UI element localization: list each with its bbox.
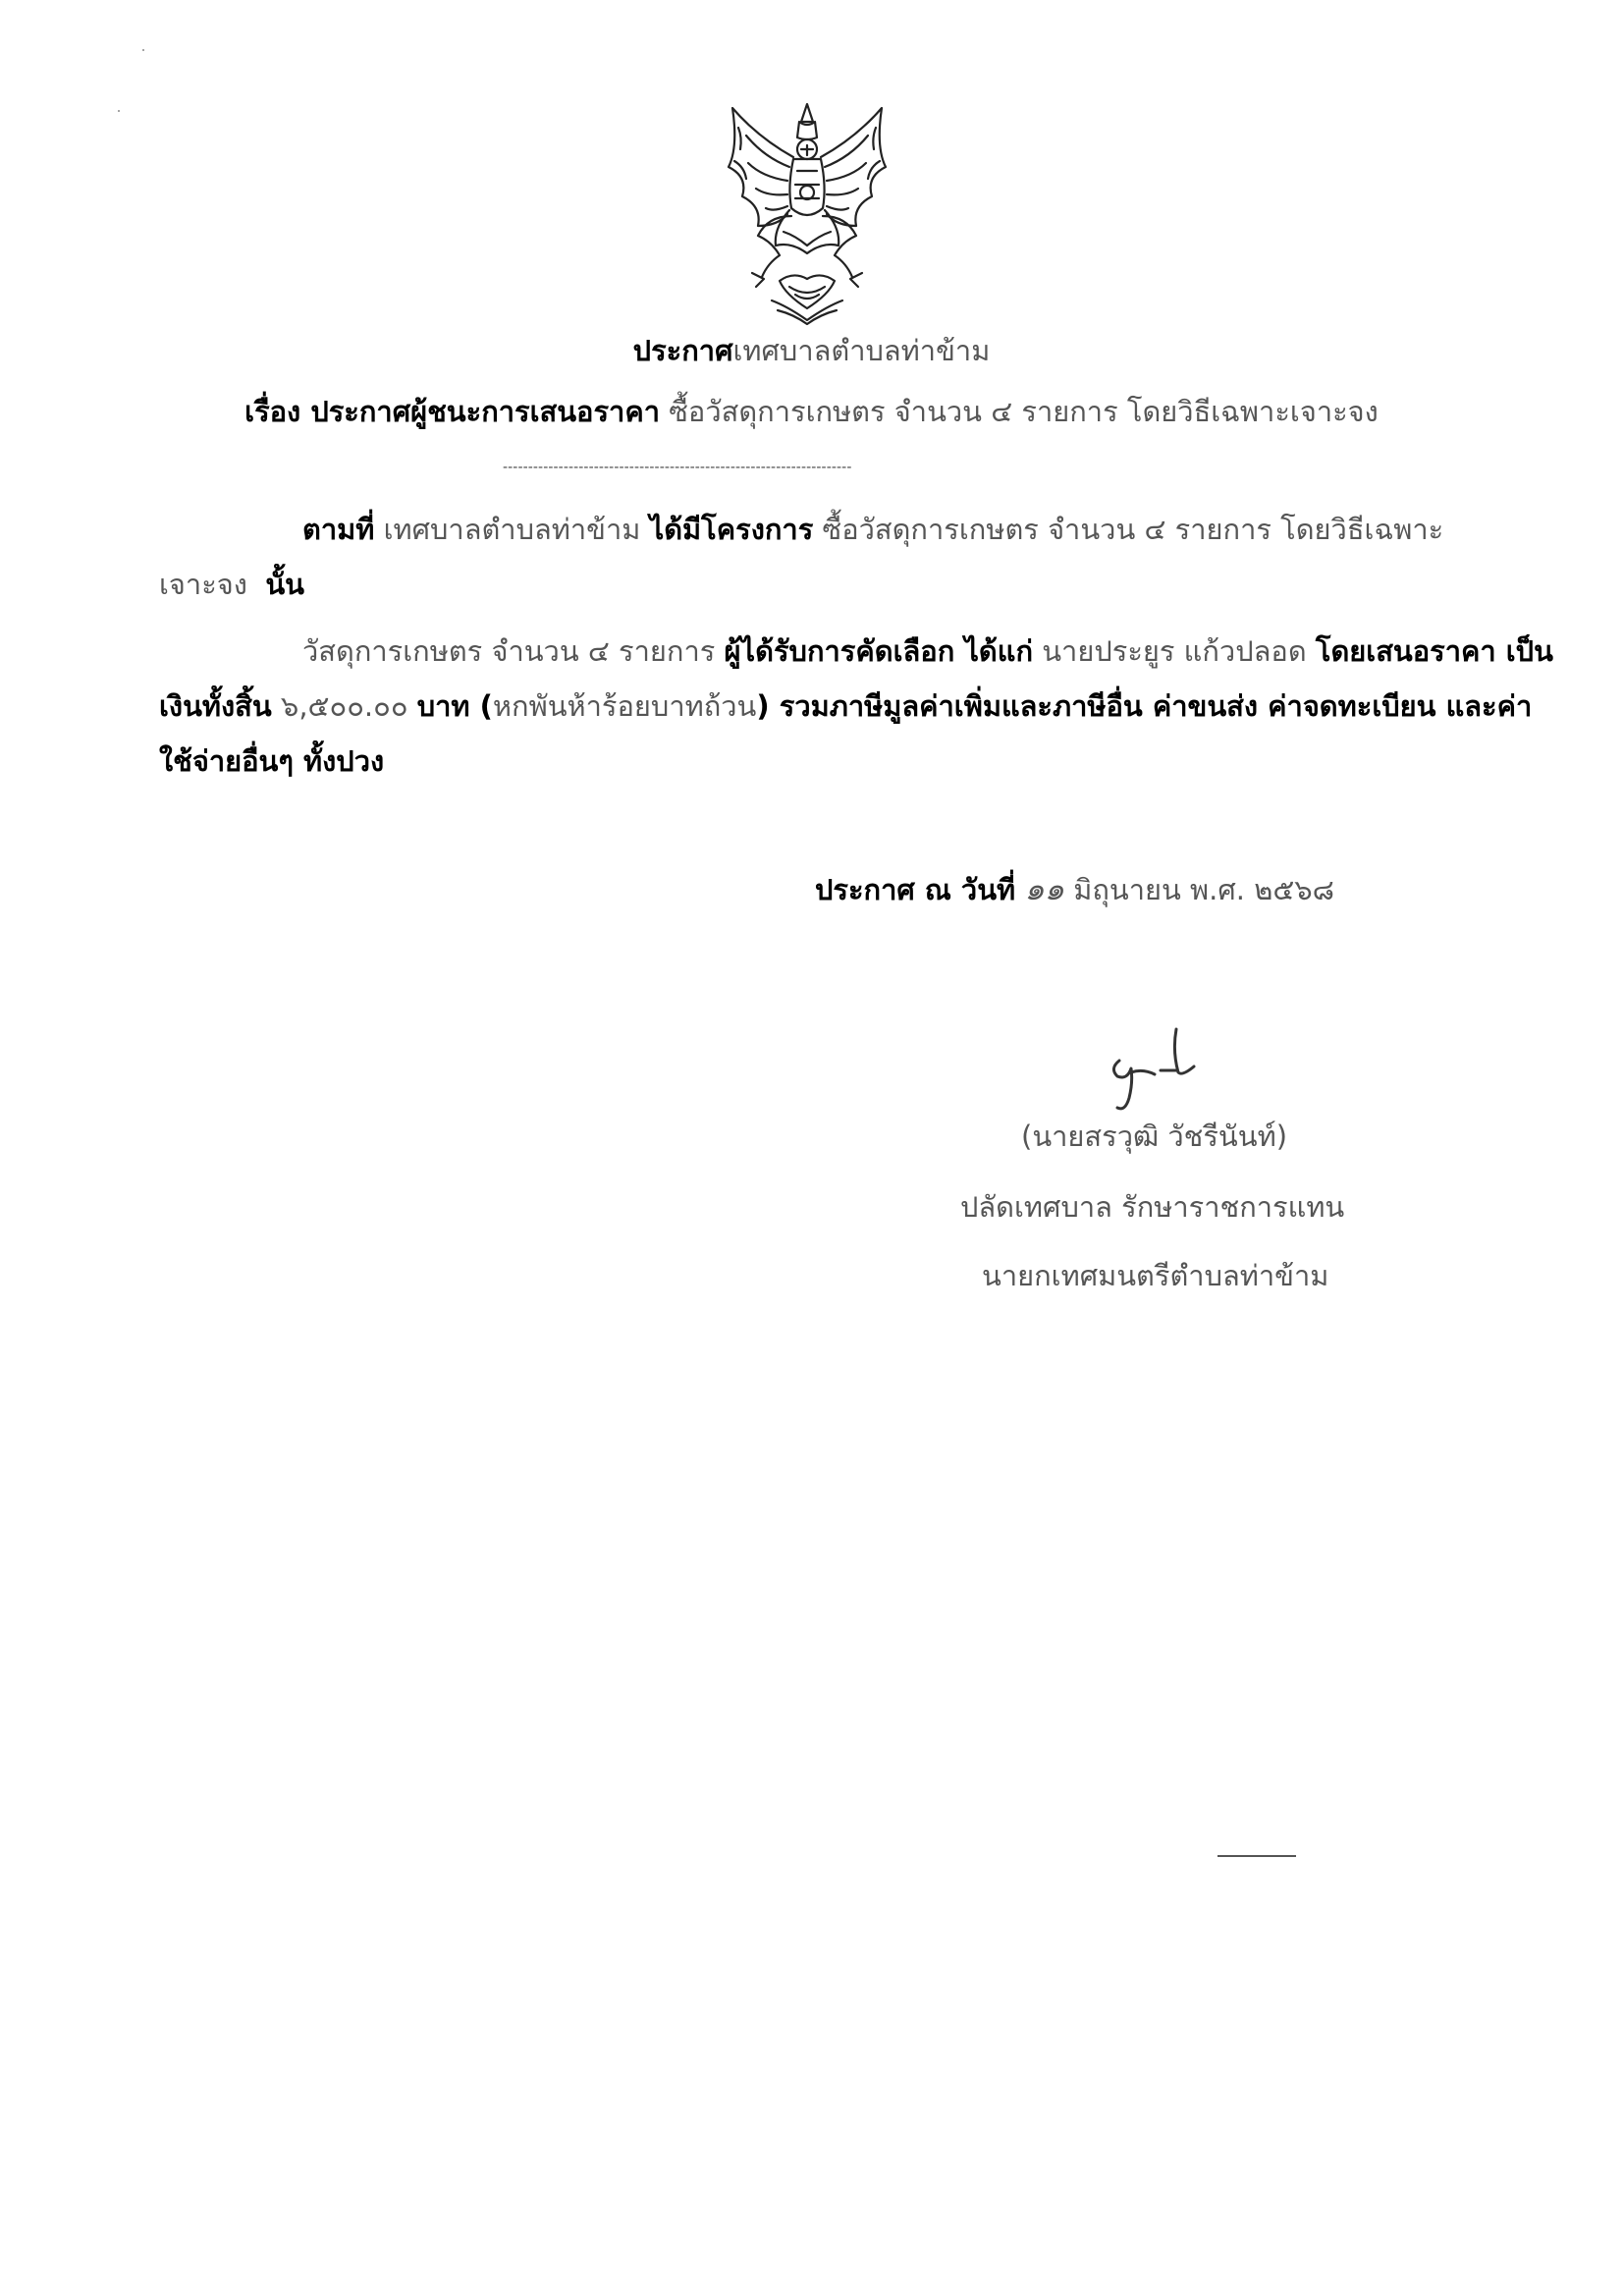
scan-speck (142, 49, 144, 51)
signer-title: นายกเทศมนตรีตำบลท่าข้าม (982, 1259, 1329, 1292)
title-rest: เทศบาลตำบลท่าข้าม (732, 334, 991, 367)
scan-speck (118, 110, 120, 112)
paragraph-2-line-3: ใช้จ่ายอื่นๆ ทั้งปวง (159, 744, 385, 778)
subject-bold: เรื่อง ประกาศผู้ชนะการเสนอราคา (244, 395, 661, 428)
paragraph-1-line-1: ตามที่ เทศบาลตำบลท่าข้าม ได้มีโครงการ ซื้อวัสดุการเกษตร จำนวน ๔ รายการ โดยวิธีเฉพาะ (302, 513, 1444, 546)
handwritten-signature (1100, 1021, 1217, 1120)
announcement-date: ประกาศ ณ วันที่ ๑๑ มิถุนายน พ.ศ. ๒๕๖๘ (815, 870, 1335, 907)
footer-rule (1217, 1855, 1296, 1857)
subject-rest: ซื้อวัสดุการเกษตร จำนวน ๔ รายการ โดยวิธีเฉพาะเจาะจง (669, 395, 1379, 428)
paragraph-2-line-1: วัสดุการเกษตร จำนวน ๔ รายการ ผู้ได้รับการคัดเลือก ได้แก่ นายประยูร แก้วปลอด โดยเสนอราคา เป็น (302, 634, 1553, 668)
dashed-divider: --------------------------------------------------------------------- (503, 460, 852, 475)
paragraph-2-line-2: เงินทั้งสิ้น ๖,๕๐๐.๐๐ บาท (หกพันห้าร้อยบาทถ้วน) รวมภาษีมูลค่าเพิ่มและภาษีอื่น ค่าขนส่ง ค่าจดทะเบียน และค่า (159, 689, 1533, 723)
garuda-emblem (719, 98, 895, 326)
signer-position: ปลัดเทศบาล รักษาราชการแทน (960, 1190, 1345, 1224)
page-title (0, 334, 1623, 368)
title-bold: ประกาศ (632, 334, 733, 367)
paragraph-1-line-2: เจาะจง นั้น (159, 568, 305, 601)
signer-name: (นายสรวุฒิ วัชรีนันท์) (1021, 1120, 1288, 1153)
subject-line (0, 395, 1623, 429)
